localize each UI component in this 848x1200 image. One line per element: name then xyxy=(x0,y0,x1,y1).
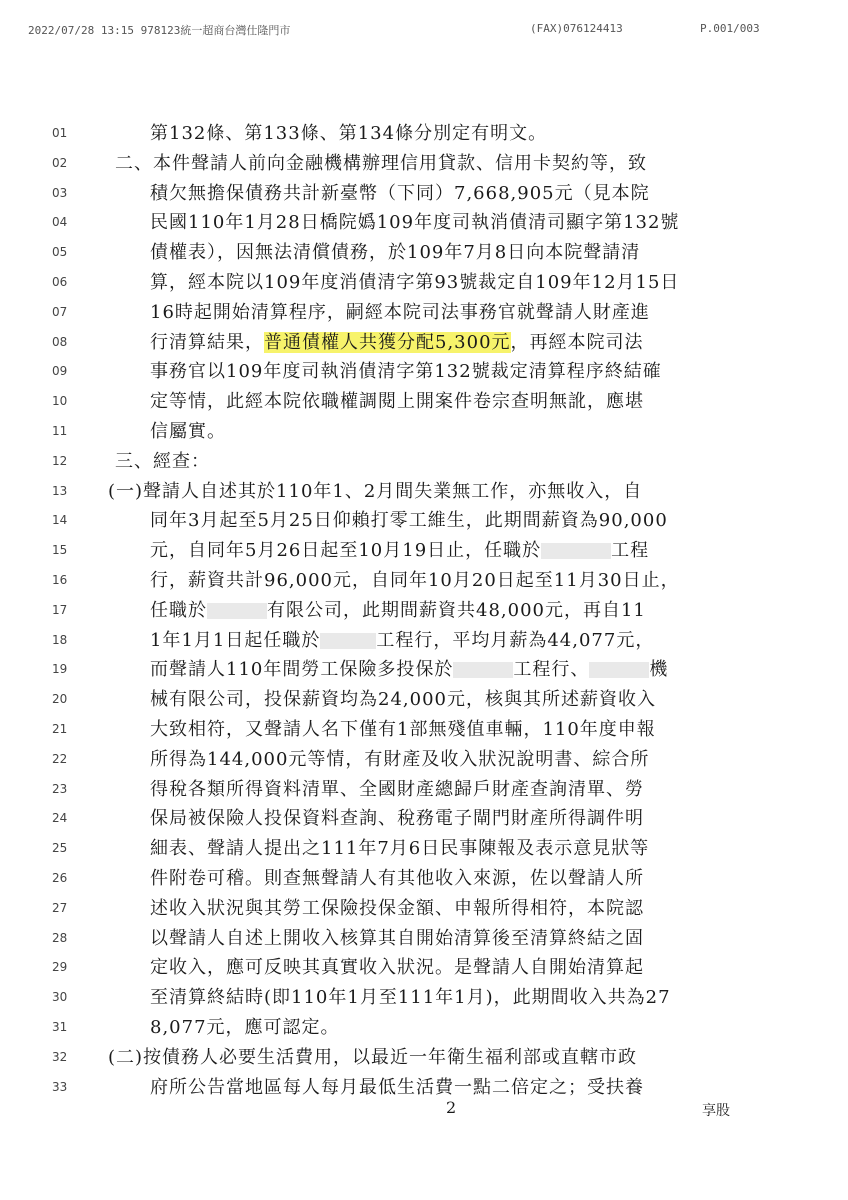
text-segment: (二)按債務人必要生活費用，以最近一年衛生福利部或直轄市政 xyxy=(108,1046,638,1068)
line-text xyxy=(150,179,650,205)
text-segment: 積欠無擔保債務共計新臺幣（下同）7,668,905元（見本院 xyxy=(150,182,650,204)
line-text xyxy=(150,864,644,890)
line-number: 16 xyxy=(52,573,68,587)
line-text xyxy=(150,804,644,830)
line-text xyxy=(115,149,647,175)
line-number: 03 xyxy=(52,185,68,200)
text-segment: 民國110年1月28日橋院嬀109年度司執消債清司顯字第132號 xyxy=(150,212,680,234)
text-segment: 而聲請人110年間勞工保險多投保於 xyxy=(150,659,454,681)
text-segment: 工程行、 xyxy=(513,659,590,681)
document-line xyxy=(0,712,848,742)
line-number: 22 xyxy=(52,751,68,766)
text-segment: 信屬實。 xyxy=(150,421,226,442)
text-segment: 第132條、第133條、第134條分別定有明文。 xyxy=(150,123,548,144)
text-segment: 保局被保險人投保資料查詢、稅務電子閘門財產所得調件明 xyxy=(150,808,644,830)
line-text xyxy=(150,953,644,979)
text-segment: 件附卷可稽。則查無聲請人有其他收入來源，佐以聲請人所 xyxy=(150,868,644,889)
document-line xyxy=(0,801,848,831)
line-text xyxy=(150,238,640,264)
line-number: 24 xyxy=(52,811,68,826)
document-line xyxy=(0,146,848,176)
document-line xyxy=(0,265,848,295)
document-line xyxy=(0,176,848,206)
text-segment: 以聲請人自述上開收入核算其自開始清算後至清算終結之固 xyxy=(150,927,644,949)
line-text xyxy=(150,924,644,950)
line-text xyxy=(150,506,668,532)
line-number: 09 xyxy=(52,364,68,379)
line-text xyxy=(150,387,644,413)
document-line xyxy=(0,474,848,504)
text-segment: 事務官以109年度司執消債清字第132號裁定清算程序終結確 xyxy=(150,361,662,383)
text-segment: 二、本件聲請人前向金融機構辦理信用貸款、信用卡契約等，致 xyxy=(115,152,647,174)
text-segment: 元，自同年5月26日起至10月19日止，任職於 xyxy=(150,540,542,562)
line-text xyxy=(150,268,679,294)
line-number: 31 xyxy=(52,1020,68,1034)
document-line xyxy=(0,950,848,980)
line-text xyxy=(150,208,679,234)
line-number: 33 xyxy=(52,1079,68,1094)
document-line xyxy=(0,1040,848,1070)
line-number: 08 xyxy=(52,334,68,349)
document-line xyxy=(0,1070,848,1100)
document-line xyxy=(0,354,848,384)
line-number: 01 xyxy=(52,126,68,140)
line-number: 30 xyxy=(52,990,68,1005)
line-text xyxy=(150,357,662,383)
document-line xyxy=(0,533,848,563)
document-line xyxy=(0,444,848,474)
text-segment: 得稅各類所得資料清單、全國財產總歸戶財產查詢清單、勞 xyxy=(150,778,644,800)
text-segment: 大致相符，又聲請人名下僅有1部無殘值車輛，110年度申報 xyxy=(150,719,656,740)
text-segment: 同年3月起至5月25日仰賴打零工維生，此期間薪資為90,000 xyxy=(150,510,668,532)
line-number: 06 xyxy=(52,275,68,289)
document-line xyxy=(0,772,848,802)
text-segment: 所得為144,000元等情，有財產及收入狀況說明書、綜合所 xyxy=(150,748,650,770)
line-number: 28 xyxy=(52,930,68,945)
line-text xyxy=(150,119,547,145)
line-number: 18 xyxy=(52,632,68,647)
line-number: 25 xyxy=(52,841,68,856)
text-segment: ，再經本院司法 xyxy=(510,331,644,353)
document-line xyxy=(0,921,848,951)
line-text xyxy=(150,775,644,801)
document-line xyxy=(0,205,848,235)
text-segment: 定等情，此經本院依職權調閱上開案件卷宗查明無訛，應堪 xyxy=(150,391,644,413)
highlighted-text: 普通債權人共獲分配5,300元 xyxy=(264,331,511,353)
text-segment: 16時起開始清算程序，嗣經本院司法事務官就聲請人財產進 xyxy=(150,301,650,323)
unit-label: 享股 xyxy=(702,1103,730,1119)
fax-number: (FAX)076124413 xyxy=(530,22,623,35)
text-segment: 任職於 xyxy=(150,599,207,621)
document-line xyxy=(0,831,848,861)
text-segment: 械有限公司，投保薪資均為24,000元，核與其所述薪資收入 xyxy=(150,689,656,711)
line-text xyxy=(150,417,226,443)
line-text xyxy=(108,477,642,503)
line-number: 29 xyxy=(52,960,68,975)
line-number: 20 xyxy=(52,692,68,707)
line-text xyxy=(150,655,668,681)
line-text xyxy=(150,834,649,860)
document-line xyxy=(0,503,848,533)
text-segment: 三、經查： xyxy=(115,450,210,472)
line-number: 19 xyxy=(52,662,68,677)
document-line xyxy=(0,742,848,772)
line-number: 05 xyxy=(52,245,68,260)
line-text xyxy=(108,1043,637,1069)
text-segment: 行，薪資共計96,000元，自同年10月20日起至11月30日止， xyxy=(150,570,680,591)
document-line xyxy=(0,623,848,653)
text-segment: 有限公司，此期間薪資共48,000元，再自11 xyxy=(267,599,646,621)
line-number: 13 xyxy=(52,483,68,498)
line-number: 10 xyxy=(52,394,68,409)
line-number: 04 xyxy=(52,215,68,230)
document-line xyxy=(0,325,848,355)
line-text xyxy=(150,626,654,652)
fax-page: P.001/003 xyxy=(700,22,760,35)
line-number: 02 xyxy=(52,155,68,170)
document-line xyxy=(0,652,848,682)
text-segment: 8,077元，應可認定。 xyxy=(150,1017,340,1038)
document-line xyxy=(0,861,848,891)
line-text xyxy=(150,745,649,771)
document-line xyxy=(0,1010,848,1040)
document-line xyxy=(0,235,848,265)
line-text xyxy=(150,566,680,592)
line-number: 17 xyxy=(52,602,68,617)
text-segment: 工程行，平均月薪為44,077元， xyxy=(376,629,655,651)
line-number: 11 xyxy=(52,424,68,438)
text-segment: 定收入，應可反映其真實收入狀況。是聲請人自開始清算起 xyxy=(150,957,644,979)
line-number: 26 xyxy=(52,871,68,885)
line-number: 23 xyxy=(52,781,68,796)
redacted-name xyxy=(541,543,611,559)
line-text xyxy=(150,536,649,562)
text-segment: (一)聲請人自述其於110年1、2月間失業無工作，亦無收入，自 xyxy=(108,480,643,502)
redacted-name xyxy=(453,662,513,678)
line-number: 14 xyxy=(52,513,68,528)
line-text xyxy=(150,596,646,622)
text-segment: 行清算結果， xyxy=(150,331,264,353)
redacted-name xyxy=(207,603,267,619)
document-line xyxy=(0,682,848,712)
text-segment: 債權表），因無法清償債務，於109年7月8日向本院聲請清 xyxy=(150,242,641,264)
redacted-name xyxy=(320,633,376,649)
document-line xyxy=(0,563,848,593)
line-text xyxy=(150,685,656,711)
text-segment: 府所公告當地區每人每月最低生活費一點二倍定之；受扶養 xyxy=(150,1076,644,1098)
redacted-name xyxy=(589,662,649,678)
document-line xyxy=(0,980,848,1010)
document-line xyxy=(0,295,848,325)
text-segment: 工程 xyxy=(611,540,650,562)
text-segment: 細表、聲請人提出之111年7月6日民事陳報及表示意見狀等 xyxy=(150,838,650,860)
document-line xyxy=(0,384,848,414)
line-number: 15 xyxy=(52,543,68,558)
document-line xyxy=(0,116,848,146)
document-line xyxy=(0,593,848,623)
text-segment: 機 xyxy=(649,659,669,681)
line-number: 21 xyxy=(52,722,68,736)
line-number: 27 xyxy=(52,900,68,915)
text-segment: 1年1月1日起任職於 xyxy=(150,629,321,651)
text-segment: 至清算終結時(即110年1月至111年1月)，此期間收入共為27 xyxy=(150,987,671,1009)
line-text xyxy=(115,447,210,473)
line-text xyxy=(150,1013,340,1039)
fax-date-time: 2022/07/28 13:15 978123統一超商台灣仕隆門市 xyxy=(28,24,291,37)
line-text xyxy=(150,715,656,741)
line-text xyxy=(150,983,671,1009)
line-text xyxy=(150,894,644,920)
page-number: 2 xyxy=(446,1098,457,1117)
line-number: 07 xyxy=(52,304,68,319)
line-text xyxy=(150,298,650,324)
line-number: 32 xyxy=(52,1049,68,1064)
line-text xyxy=(150,328,644,354)
document-line xyxy=(0,414,848,444)
line-text xyxy=(150,1073,644,1099)
text-segment: 算，經本院以109年度消債清字第93號裁定自109年12月15日 xyxy=(150,272,680,293)
document-line xyxy=(0,891,848,921)
line-number: 12 xyxy=(52,453,68,468)
text-segment: 述收入狀況與其勞工保險投保金額、申報所得相符，本院認 xyxy=(150,897,644,919)
